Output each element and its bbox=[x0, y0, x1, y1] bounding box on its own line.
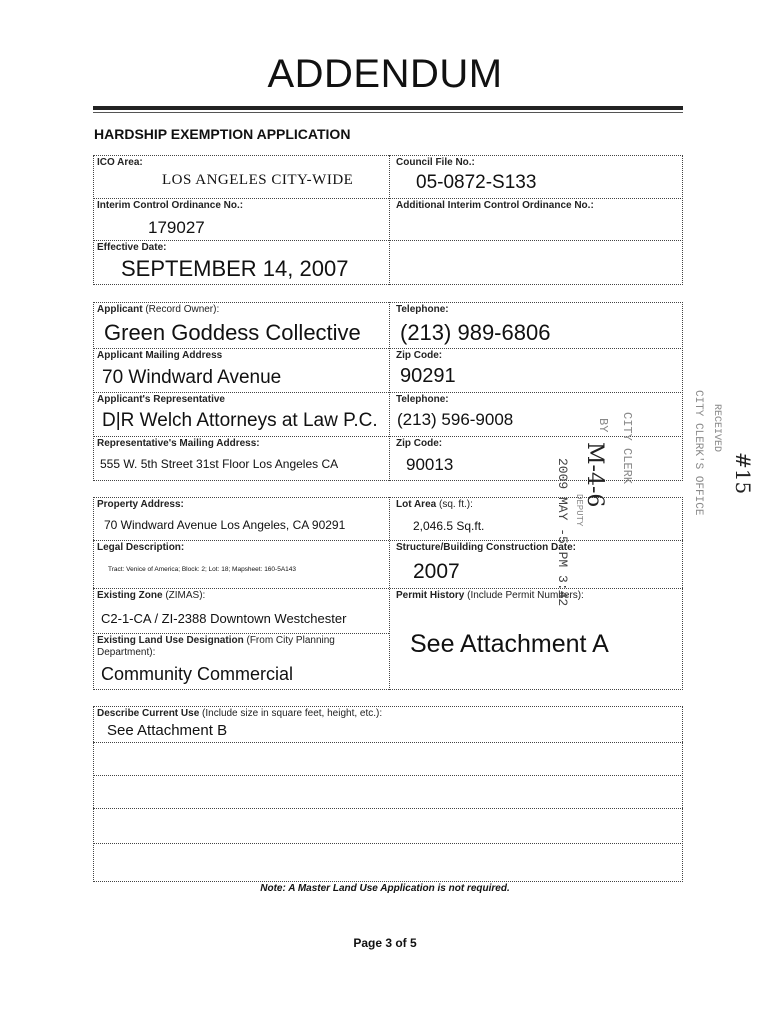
current-use-line-2 bbox=[93, 775, 683, 776]
property-row-divider-2 bbox=[93, 588, 683, 589]
zip-value: 90291 bbox=[400, 365, 456, 387]
property-divider bbox=[389, 497, 390, 690]
page-number: Page 3 of 5 bbox=[353, 936, 417, 950]
council-file-label: Council File No.: bbox=[396, 157, 475, 168]
current-use-value: See Attachment B bbox=[107, 722, 228, 739]
applicant-row-divider-2 bbox=[93, 392, 683, 393]
lot-label-main: Lot Area bbox=[396, 499, 437, 510]
current-use-line-4 bbox=[93, 843, 683, 844]
zone-value: C2-1-CA / ZI-2388 Downtown Westchester bbox=[101, 611, 347, 626]
telephone-value: (213) 989-6806 bbox=[400, 320, 551, 345]
mailing-label: Applicant Mailing Address bbox=[97, 350, 223, 361]
construction-label: Structure/Building Construction Date: bbox=[396, 542, 576, 553]
clerk-stamp-by: BY bbox=[596, 418, 610, 433]
rep-zip-label: Zip Code: bbox=[396, 438, 443, 449]
rep-label: Applicant's Representative bbox=[97, 394, 225, 405]
permit-value: See Attachment A bbox=[410, 630, 609, 658]
lot-label-note: (sq. ft.): bbox=[438, 499, 473, 510]
clerk-stamp-received: RECEIVED bbox=[711, 404, 722, 453]
property-label: Property Address: bbox=[97, 499, 184, 510]
property-row-divider-1 bbox=[93, 540, 683, 541]
clerk-stamp-date: 2009 MAY -5 PM 3:42 bbox=[555, 458, 570, 607]
interim-ordinance-value: 179027 bbox=[148, 218, 205, 237]
rep-telephone-value: (213) 596-9008 bbox=[397, 410, 514, 429]
footer-note: Note: A Master Land Use Application is not required. bbox=[260, 883, 510, 894]
mailing-value: 70 Windward Avenue bbox=[102, 367, 282, 388]
rep-mailing-value: 555 W. 5th Street 31st Floor Los Angeles CA bbox=[100, 457, 339, 471]
applicant-label-main: Applicant bbox=[97, 304, 143, 315]
rep-zip-value: 90013 bbox=[406, 455, 454, 474]
form-subtitle: HARDSHIP EXEMPTION APPLICATION bbox=[94, 126, 351, 142]
construction-value: 2007 bbox=[413, 560, 460, 583]
legal-label: Legal Description: bbox=[97, 542, 185, 553]
legal-value: Tract: Venice of America; Block: 2; Lot: 18; Mapsheet: 160-5A143 bbox=[108, 566, 297, 573]
ico-area-label: ICO Area: bbox=[97, 157, 143, 168]
ico-area-value: LOS ANGELES CITY-WIDE bbox=[162, 172, 354, 188]
ico-row-divider-2 bbox=[93, 240, 683, 241]
effective-date-label: Effective Date: bbox=[97, 242, 167, 253]
title-rule bbox=[93, 106, 683, 110]
current-use-label-main: Describe Current Use bbox=[97, 708, 200, 719]
applicant-label-note: (Record Owner): bbox=[145, 304, 220, 315]
applicant-label bbox=[97, 304, 219, 315]
lot-label bbox=[396, 499, 473, 510]
handwritten-item-number: #15 bbox=[731, 452, 755, 495]
landuse-label-note: (From City Planning Department): bbox=[97, 635, 335, 658]
applicant-row-divider-1 bbox=[93, 348, 683, 349]
clerk-stamp-deputy: DEPUTY bbox=[574, 494, 584, 527]
current-use-line-1 bbox=[93, 742, 683, 743]
permit-label-note: (Include Permit Numbers): bbox=[467, 590, 584, 601]
zip-label: Zip Code: bbox=[396, 350, 443, 361]
effective-date-value: SEPTEMBER 14, 2007 bbox=[121, 256, 349, 281]
applicant-row-divider-3 bbox=[93, 436, 683, 437]
clerk-stamp-clerk: CITY CLERK bbox=[620, 412, 634, 485]
landuse-value: Community Commercial bbox=[101, 664, 294, 684]
ico-row-divider-1 bbox=[93, 198, 683, 199]
property-row-divider-left bbox=[93, 633, 389, 634]
rep-telephone-label: Telephone: bbox=[396, 394, 449, 405]
council-file-value: 05-0872-S133 bbox=[416, 172, 537, 193]
handwritten-file-mark: M-4-6 bbox=[582, 442, 607, 508]
title-rule-thin bbox=[93, 112, 683, 113]
landuse-label bbox=[97, 635, 385, 659]
zone-label-note: (ZIMAS): bbox=[165, 590, 206, 601]
telephone-label: Telephone: bbox=[396, 304, 449, 315]
applicant-value: Green Goddess Collective bbox=[104, 320, 361, 345]
rep-value: D|R Welch Attorneys at Law P.C. bbox=[102, 410, 378, 431]
property-value: 70 Windward Avenue Los Angeles, CA 90291 bbox=[104, 518, 346, 532]
additional-ordinance-label: Additional Interim Control Ordinance No.: bbox=[396, 200, 594, 211]
ico-divider bbox=[389, 155, 390, 285]
page-title: ADDENDUM bbox=[267, 52, 503, 96]
permit-label-main: Permit History bbox=[396, 590, 465, 601]
lot-value: 2,046.5 Sq.ft. bbox=[413, 519, 485, 533]
current-use-label-note: (Include size in square feet, height, etc.): bbox=[202, 708, 383, 719]
current-use-label bbox=[97, 708, 382, 719]
landuse-label-main: Existing Land Use Designation bbox=[97, 635, 244, 646]
interim-ordinance-label: Interim Control Ordinance No.: bbox=[97, 200, 244, 211]
rep-mailing-label: Representative's Mailing Address: bbox=[97, 438, 260, 449]
zone-label-main: Existing Zone bbox=[97, 590, 163, 601]
zone-label bbox=[97, 590, 205, 601]
current-use-line-3 bbox=[93, 808, 683, 809]
clerk-stamp-office: CITY CLERK'S OFFICE bbox=[692, 390, 704, 516]
